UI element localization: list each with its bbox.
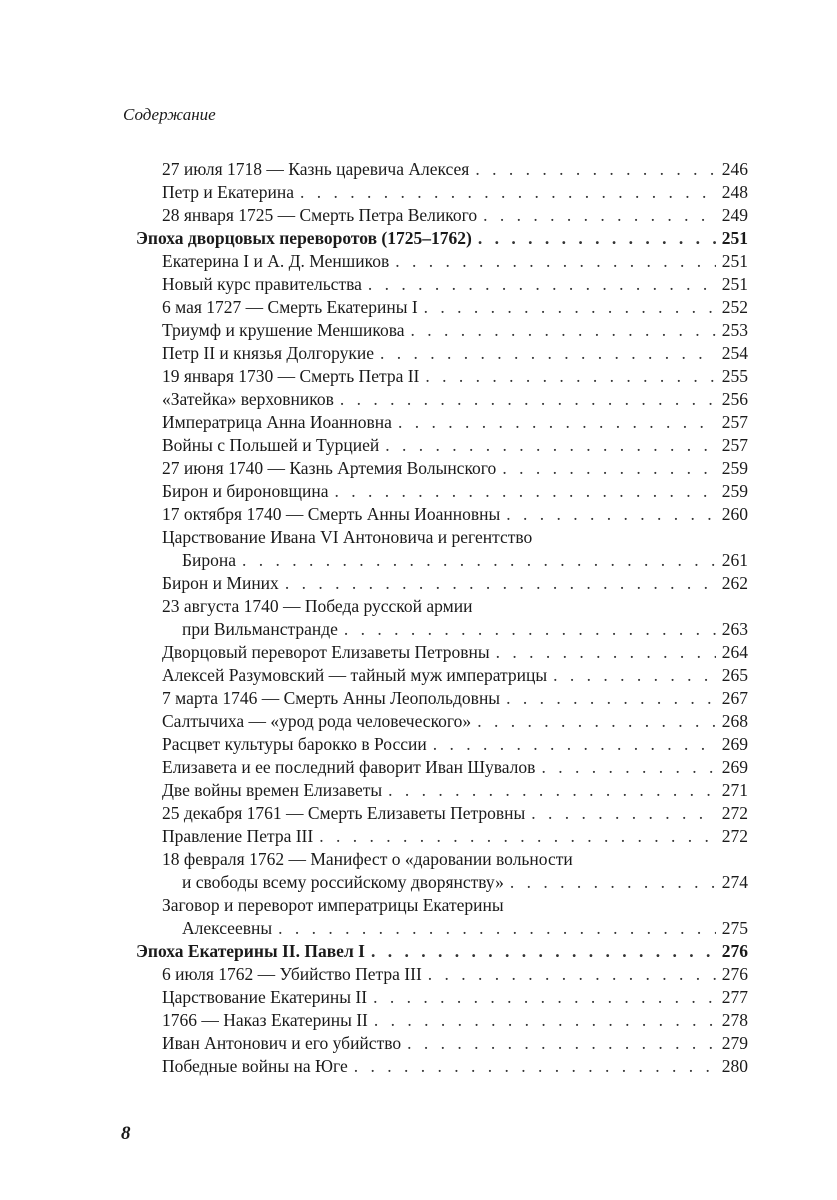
- toc-entry-page: 267: [721, 688, 748, 708]
- toc-entry-row: [162, 434, 748, 457]
- toc-entry: [136, 503, 748, 526]
- toc-entry-title: Бирон и Миних: [162, 573, 279, 593]
- toc-entry: [136, 986, 748, 1009]
- dot-leader: [368, 273, 716, 296]
- dot-leader: [380, 342, 716, 365]
- toc-entry-title: 6 мая 1727 — Смерть Екатерины I: [162, 297, 418, 317]
- toc-entry-row: [162, 1055, 748, 1078]
- toc-entry-page: 249: [721, 205, 748, 225]
- toc-entry-title: Новый курс правительства: [162, 274, 362, 294]
- toc-entry-title: Екатерина I и А. Д. Меншиков: [162, 251, 390, 271]
- toc-entry-page: 253: [721, 320, 748, 340]
- toc-entry-title: Петр и Екатерина: [162, 182, 295, 202]
- toc-entry-row: [162, 273, 748, 296]
- toc-entry-title: Войны с Польшей и Турцией: [162, 435, 380, 455]
- toc-entry: [136, 480, 748, 503]
- toc-entry-page: 268: [721, 711, 748, 731]
- toc-entry-page: 269: [721, 734, 748, 754]
- toc-entry-page: 256: [721, 389, 748, 409]
- dot-leader: [395, 250, 716, 273]
- toc-entry-title: при Вильманстранде: [182, 619, 338, 639]
- toc-entry-title-line: 23 августа 1740 — Победа русской армии: [162, 596, 473, 616]
- toc-entry-page: 259: [721, 481, 748, 501]
- dot-leader: [385, 434, 716, 457]
- toc-entry-page: 251: [721, 274, 748, 294]
- toc-entry-title: 27 июня 1740 — Казнь Артемия Волынского: [162, 458, 497, 478]
- toc-entry-page: 280: [721, 1056, 748, 1076]
- toc-entry: [136, 756, 748, 779]
- toc-entry-page: 265: [721, 665, 748, 685]
- toc-entry-row: [162, 342, 748, 365]
- toc-entry-row: [136, 940, 748, 963]
- dot-leader: [354, 1055, 716, 1078]
- toc-entry-row: [162, 365, 748, 388]
- dot-leader: [506, 503, 715, 526]
- toc-entry: [136, 526, 748, 572]
- toc-entry-page: 262: [721, 573, 748, 593]
- toc-entry-row: [162, 825, 748, 848]
- toc-entry: [136, 595, 748, 641]
- toc-entry-row: [162, 986, 748, 1009]
- toc-entry: [136, 664, 748, 687]
- toc-entry-row: [162, 181, 748, 204]
- toc-entry-row: [162, 204, 748, 227]
- toc-entry-title: Правление Петра III: [162, 826, 314, 846]
- dot-leader: [478, 227, 716, 250]
- dot-leader: [371, 940, 716, 963]
- toc-entry-row: [162, 250, 748, 273]
- dot-leader: [477, 710, 716, 733]
- toc-entry-title: 28 января 1725 — Смерть Петра Великого: [162, 205, 478, 225]
- toc-entry: [136, 848, 748, 894]
- toc-entry-row: [162, 618, 748, 641]
- toc-entry-page: 251: [721, 228, 748, 248]
- dot-leader: [510, 871, 716, 894]
- page-number: 8: [121, 1123, 131, 1144]
- toc-entry: [136, 825, 748, 848]
- dot-leader: [483, 204, 716, 227]
- toc-entry-title: и свободы всему российскому дворянству»: [182, 872, 504, 892]
- toc-entry-row: [162, 917, 748, 940]
- dot-leader: [374, 1009, 716, 1032]
- dot-leader: [344, 618, 716, 641]
- toc-entry-page: 271: [721, 780, 748, 800]
- toc-entry-title-line: Заговор и переворот императрицы Екатерины: [162, 895, 504, 915]
- running-header: Содержание: [123, 105, 216, 124]
- dot-leader: [388, 779, 716, 802]
- toc-entry: [136, 802, 748, 825]
- toc-entry-title: Алексеевны: [182, 918, 273, 938]
- dot-leader: [398, 411, 716, 434]
- toc-entry-row: [162, 549, 748, 572]
- dot-leader: [340, 388, 716, 411]
- toc-entry: [136, 1009, 748, 1032]
- toc-entry: [136, 1055, 748, 1078]
- toc-entry-row: [162, 1009, 748, 1032]
- toc-entry-page: 274: [721, 872, 748, 892]
- toc-entry-page: 263: [721, 619, 748, 639]
- toc-entry-page: 248: [721, 182, 748, 202]
- toc-entry-title: Триумф и крушение Меншикова: [162, 320, 405, 340]
- dot-leader: [433, 733, 716, 756]
- toc-entry-title: Расцвет культуры барокко в России: [162, 734, 427, 754]
- toc-entry-title: Две войны времен Елизаветы: [162, 780, 383, 800]
- toc-entry-title: Бирона: [182, 550, 237, 570]
- toc-entry-page: 255: [721, 366, 748, 386]
- toc-entry-row: [162, 641, 748, 664]
- toc-entry-title: Победные войны на Юге: [162, 1056, 348, 1076]
- toc-entry-row: [162, 687, 748, 710]
- toc-entry-page: 275: [721, 918, 748, 938]
- toc-entry-page: 254: [721, 343, 748, 363]
- toc-entry-row: [162, 710, 748, 733]
- toc-entry-row: [162, 733, 748, 756]
- dot-leader: [475, 158, 715, 181]
- toc-entry-title: 6 июля 1762 — Убийство Петра III: [162, 964, 422, 984]
- toc-entry: [136, 1032, 748, 1055]
- toc-entry: [136, 411, 748, 434]
- toc-entry: [136, 158, 748, 181]
- dot-leader: [428, 963, 716, 986]
- toc-entry-title: Императрица Анна Иоанновна: [162, 412, 392, 432]
- toc-entry-page: 277: [721, 987, 748, 1007]
- dot-leader: [285, 572, 716, 595]
- toc-entry: [136, 572, 748, 595]
- toc-entry: [136, 779, 748, 802]
- toc-entry: [136, 365, 748, 388]
- toc-entry-title: 1766 — Наказ Екатерины II: [162, 1010, 368, 1030]
- toc-entry-page: 251: [721, 251, 748, 271]
- toc-entry-page: 276: [721, 964, 748, 984]
- toc-entry-title: Салтычиха — «урод рода человеческого»: [162, 711, 472, 731]
- dot-leader: [502, 457, 715, 480]
- toc-entry-row: [136, 227, 748, 250]
- toc-entry: [136, 204, 748, 227]
- toc-entry-page: 276: [721, 941, 748, 961]
- toc-entry-page: 269: [721, 757, 748, 777]
- toc-entry-page: 279: [721, 1033, 748, 1053]
- toc-entry-page: 272: [721, 803, 748, 823]
- dot-leader: [496, 641, 716, 664]
- dot-leader: [407, 1032, 716, 1055]
- toc-entry-row: [162, 802, 748, 825]
- toc-entry-title: Бирон и бироновщина: [162, 481, 329, 501]
- dot-leader: [425, 365, 715, 388]
- dot-leader: [335, 480, 716, 503]
- toc-entry-title: Эпоха дворцовых переворотов (1725–1762): [136, 228, 472, 248]
- toc-entry-page: 272: [721, 826, 748, 846]
- toc-entry-title: 25 декабря 1761 — Смерть Елизаветы Петровны: [162, 803, 526, 823]
- toc-entry: [136, 319, 748, 342]
- toc-entry: [136, 250, 748, 273]
- toc-entry-page: 261: [721, 550, 748, 570]
- toc-entry-title: Эпоха Екатерины II. Павел I: [136, 941, 365, 961]
- toc-entry-page: 260: [721, 504, 748, 524]
- dot-leader: [531, 802, 716, 825]
- toc-entry-row: [162, 296, 748, 319]
- toc-entry-row: [162, 779, 748, 802]
- toc-entry-title-line: Царствование Ивана VI Антоновича и регентство: [162, 527, 533, 547]
- toc-entry-title: Алексей Разумовский — тайный муж императрицы: [162, 665, 548, 685]
- dot-leader: [278, 917, 716, 940]
- toc-entry-row: [162, 158, 748, 181]
- toc-entry-title: Иван Антонович и его убийство: [162, 1033, 402, 1053]
- toc-entry-title: Дворцовый переворот Елизаветы Петровны: [162, 642, 490, 662]
- toc-entry-title: 7 марта 1746 — Смерть Анны Леопольдовны: [162, 688, 501, 708]
- toc-entry: [136, 641, 748, 664]
- toc-entry-title: 17 октября 1740 — Смерть Анны Иоанновны: [162, 504, 501, 524]
- toc-entry-row: [162, 503, 748, 526]
- dot-leader: [541, 756, 715, 779]
- dot-leader: [553, 664, 716, 687]
- toc-entry-row: [162, 572, 748, 595]
- toc-entry-title: 27 июля 1718 — Казнь царевича Алексея: [162, 159, 470, 179]
- dot-leader: [242, 549, 716, 572]
- toc-entry: [136, 963, 748, 986]
- toc-entry-title: 19 января 1730 — Смерть Петра II: [162, 366, 420, 386]
- toc-entry: [136, 434, 748, 457]
- toc-entry-row: [162, 388, 748, 411]
- toc-entry-page: 257: [721, 412, 748, 432]
- dot-leader: [300, 181, 716, 204]
- toc-entry: [136, 181, 748, 204]
- toc-entry-page: 252: [721, 297, 748, 317]
- toc-entry-row: [162, 1032, 748, 1055]
- toc-entry: [136, 733, 748, 756]
- dot-leader: [411, 319, 716, 342]
- toc-entry: [136, 457, 748, 480]
- toc-entry: [136, 710, 748, 733]
- toc-entry-page: 278: [721, 1010, 748, 1030]
- toc-entry-page: 257: [721, 435, 748, 455]
- table-of-contents: [136, 158, 748, 1078]
- toc-entry: [136, 687, 748, 710]
- toc-entry-row: [162, 457, 748, 480]
- toc-entry: [136, 342, 748, 365]
- toc-entry-page: 246: [721, 159, 748, 179]
- toc-entry-title-line: 18 февраля 1762 — Манифест о «даровании вольности: [162, 849, 573, 869]
- toc-section-entry: [136, 227, 748, 250]
- toc-entry: [136, 296, 748, 319]
- toc-entry-row: [162, 756, 748, 779]
- toc-entry-title: Петр II и князья Долгорукие: [162, 343, 374, 363]
- toc-entry-title: «Затейка» верховников: [162, 389, 334, 409]
- toc-section-entry: [136, 940, 748, 963]
- toc-entry-row: [162, 480, 748, 503]
- toc-entry: [136, 273, 748, 296]
- toc-entry: [136, 388, 748, 411]
- dot-leader: [319, 825, 716, 848]
- toc-entry-row: [162, 319, 748, 342]
- toc-entry-page: 264: [721, 642, 748, 662]
- toc-entry-row: [162, 963, 748, 986]
- toc-entry-page: 259: [721, 458, 748, 478]
- toc-entry-title: Елизавета и ее последний фаворит Иван Шувалов: [162, 757, 536, 777]
- dot-leader: [506, 687, 716, 710]
- toc-entry-row: [162, 411, 748, 434]
- dot-leader: [373, 986, 716, 1009]
- toc-entry: [136, 894, 748, 940]
- toc-entry-row: [162, 871, 748, 894]
- toc-entry-row: [162, 664, 748, 687]
- toc-entry-title: Царствование Екатерины II: [162, 987, 368, 1007]
- dot-leader: [424, 296, 716, 319]
